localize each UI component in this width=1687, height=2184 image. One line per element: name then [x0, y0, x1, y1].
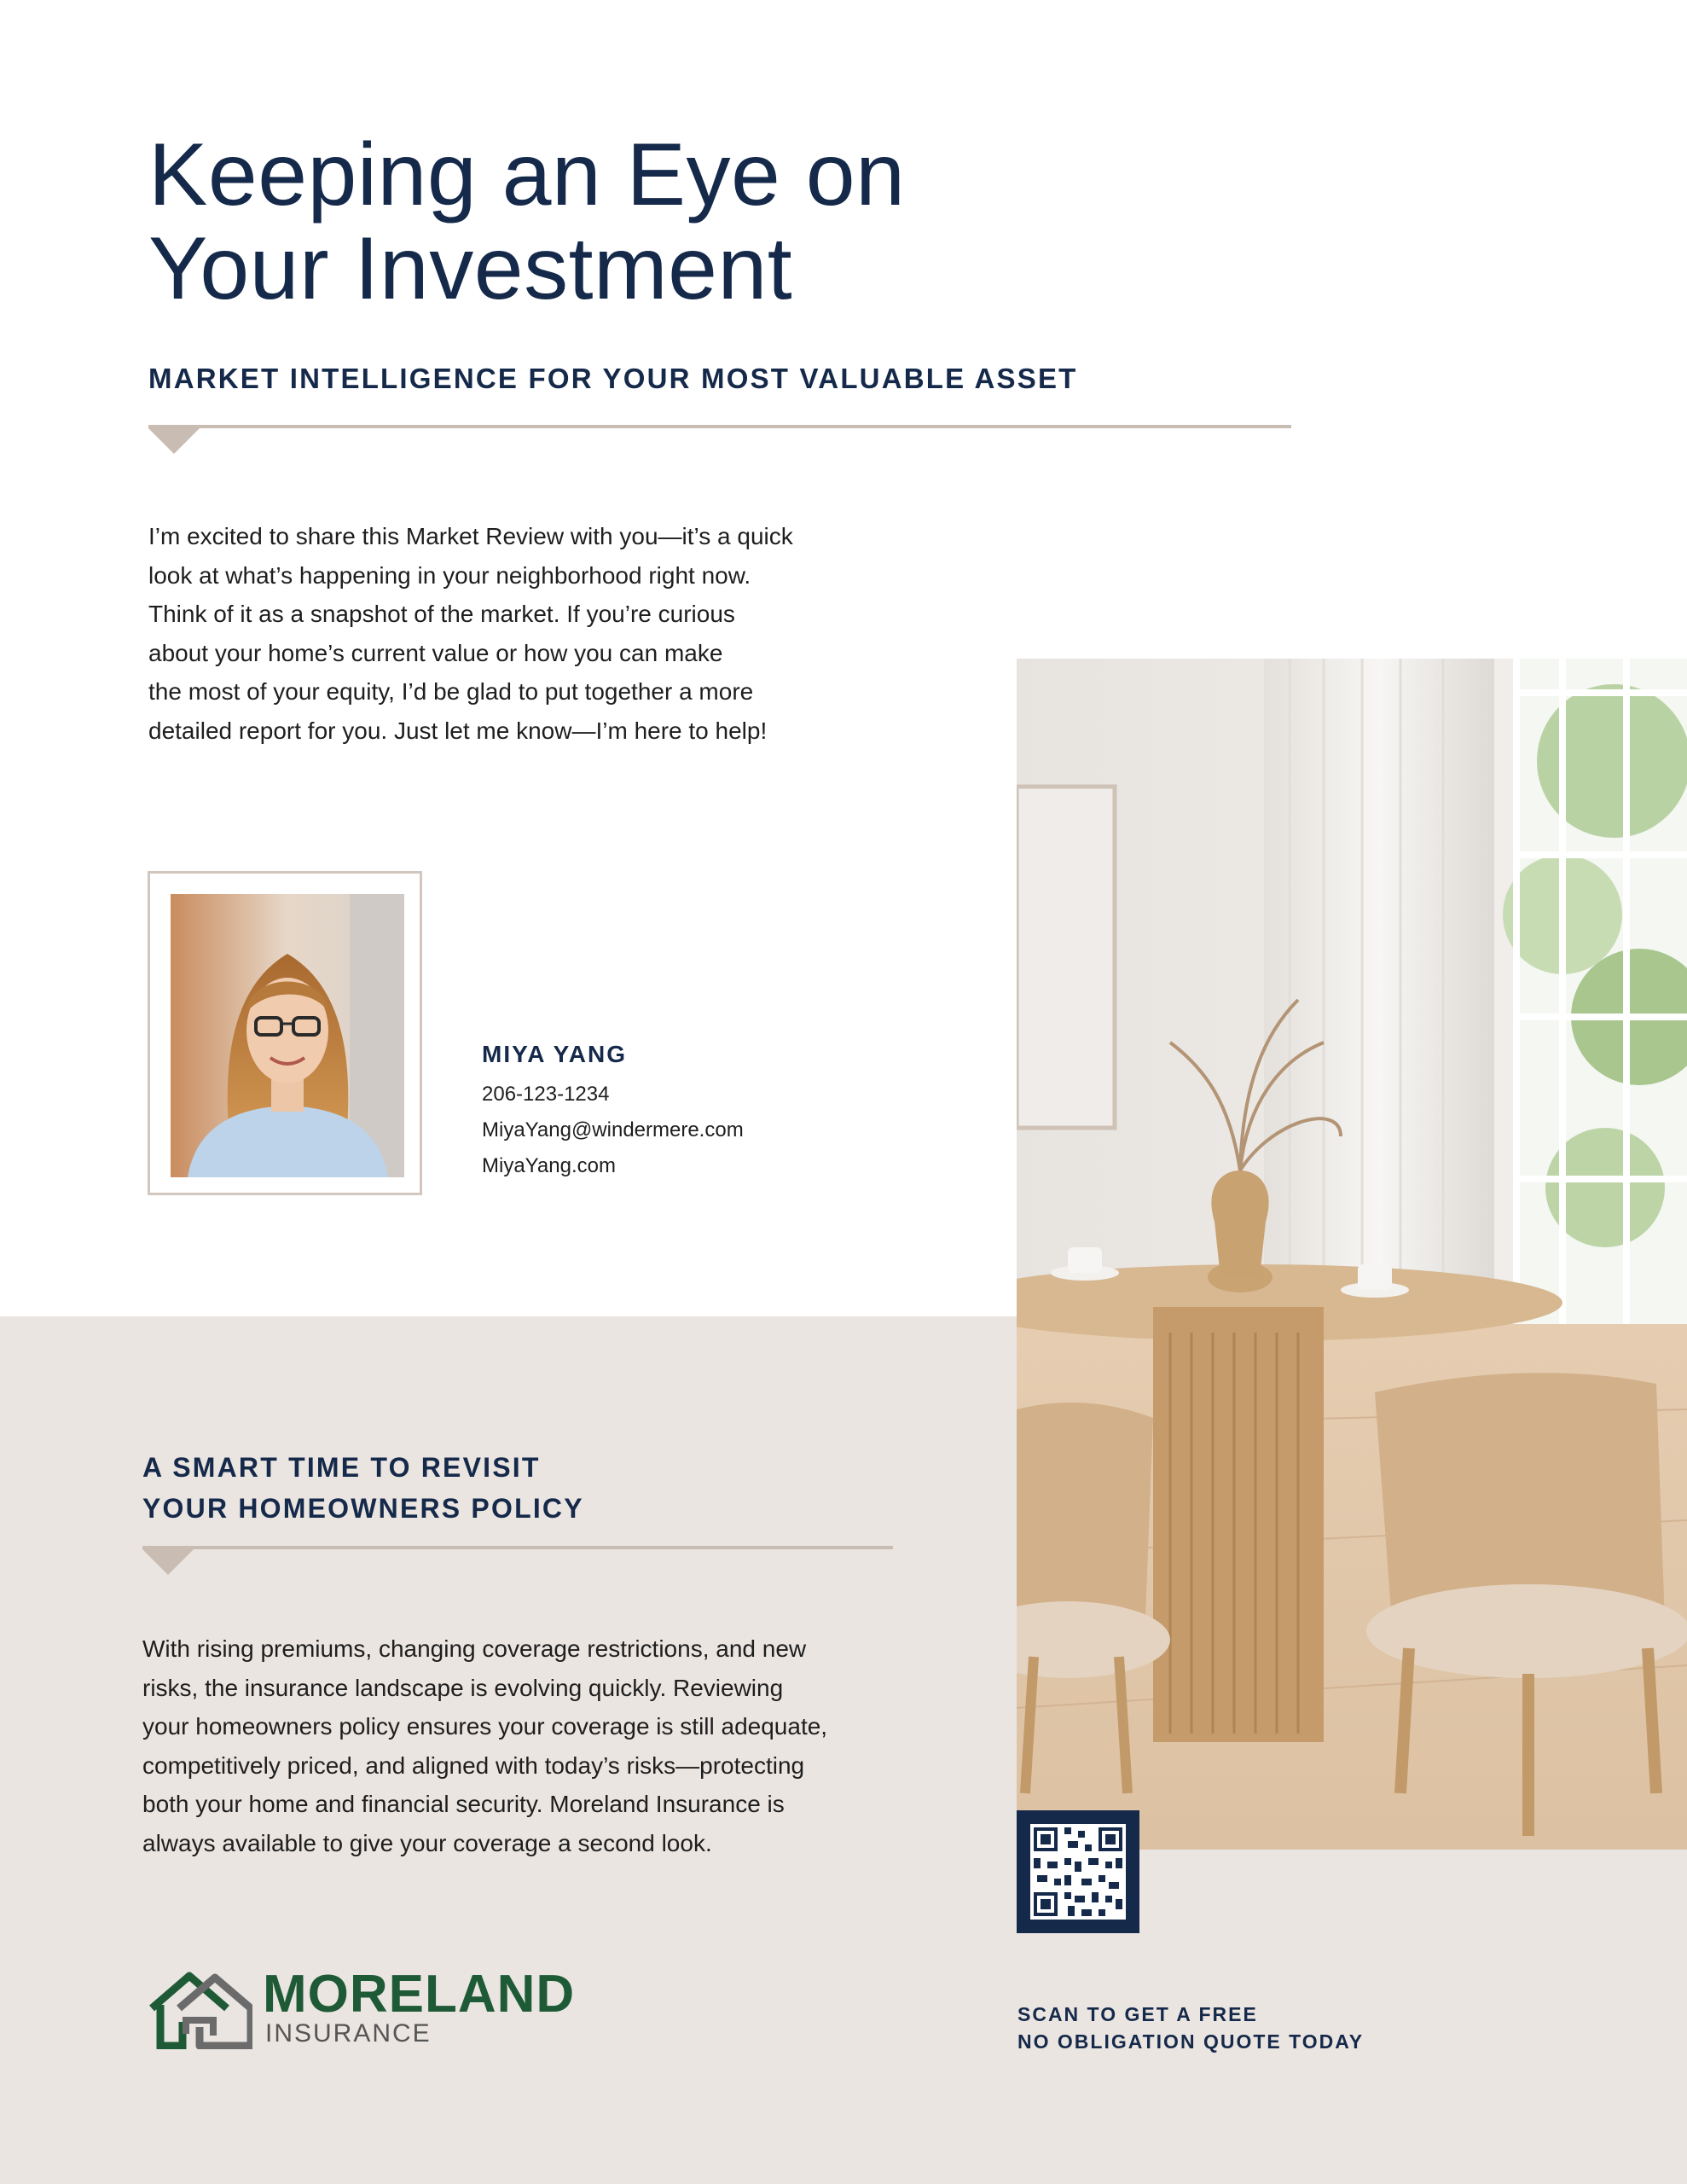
scan-call-to-action [1017, 2001, 1364, 2055]
title-line-2: Your Investment [148, 219, 793, 318]
qr-code-icon[interactable] [1017, 1810, 1139, 1933]
title-line-1: Keeping an Eye on [148, 125, 906, 224]
agent-email[interactable]: MiyaYang@windermere.com [482, 1118, 744, 1141]
cta-line-2: NO OBLIGATION QUOTE TODAY [1017, 2030, 1365, 2053]
policy-line: competitively priced, and aligned with today’s risks—protecting [142, 1751, 805, 1779]
policy-divider-arrow [142, 1549, 194, 1575]
intro-line: the most of your equity, I’d be glad to put together a more [148, 678, 754, 705]
agent-phone[interactable]: 206-123-1234 [482, 1083, 610, 1106]
agent-contact-block [482, 1041, 744, 1184]
cta-line-1: SCAN TO GET A FREE [1017, 2003, 1258, 2025]
page-title [148, 125, 906, 318]
agent-website[interactable]: MiyaYang.com [482, 1154, 616, 1177]
intro-line: detailed report for you. Just let me know—I’m here to help! [148, 717, 768, 744]
policy-line: risks, the insurance landscape is evolving quickly. Reviewing [142, 1674, 784, 1701]
policy-divider [142, 1546, 893, 1549]
agent-portrait-photo [171, 894, 404, 1177]
intro-line: Think of it as a snapshot of the market. If you’re curious [148, 601, 735, 627]
policy-heading [142, 1447, 584, 1529]
agent-name: MIYA YANG [482, 1041, 627, 1067]
policy-heading-line-1: A SMART TIME TO REVISIT [142, 1452, 541, 1483]
agent-portrait-frame [148, 871, 422, 1195]
intro-line: about your home’s current value or how you can make [148, 639, 723, 666]
policy-heading-line-2: YOUR HOMEOWNERS POLICY [142, 1493, 584, 1524]
policy-line: always available to give your coverage a second look. [142, 1829, 712, 1856]
logo-subtitle: INSURANCE [265, 2019, 432, 2048]
intro-line: look at what’s happening in your neighborhood right now. [148, 561, 751, 589]
policy-paragraph [142, 1629, 910, 1862]
policy-line: With rising premiums, changing coverage restrictions, and new [142, 1635, 807, 1662]
intro-line: I’m excited to share this Market Review with you—it’s a quick [148, 523, 793, 549]
policy-line: your homeowners policy ensures your coverage is still adequate, [142, 1713, 828, 1740]
page-subtitle: MARKET INTELLIGENCE FOR YOUR MOST VALUABLE ASSET [148, 363, 1078, 394]
dining-room-photo [1017, 659, 1687, 1850]
policy-line: both your home and financial security. Moreland Insurance is [142, 1791, 785, 1817]
intro-paragraph [148, 517, 873, 750]
header-divider-arrow [148, 428, 200, 454]
header-divider [148, 425, 1291, 428]
moreland-insurance-logo [148, 1967, 592, 2053]
house-logo-icon [148, 1971, 252, 2049]
logo-name: MORELAND [263, 1965, 576, 2024]
